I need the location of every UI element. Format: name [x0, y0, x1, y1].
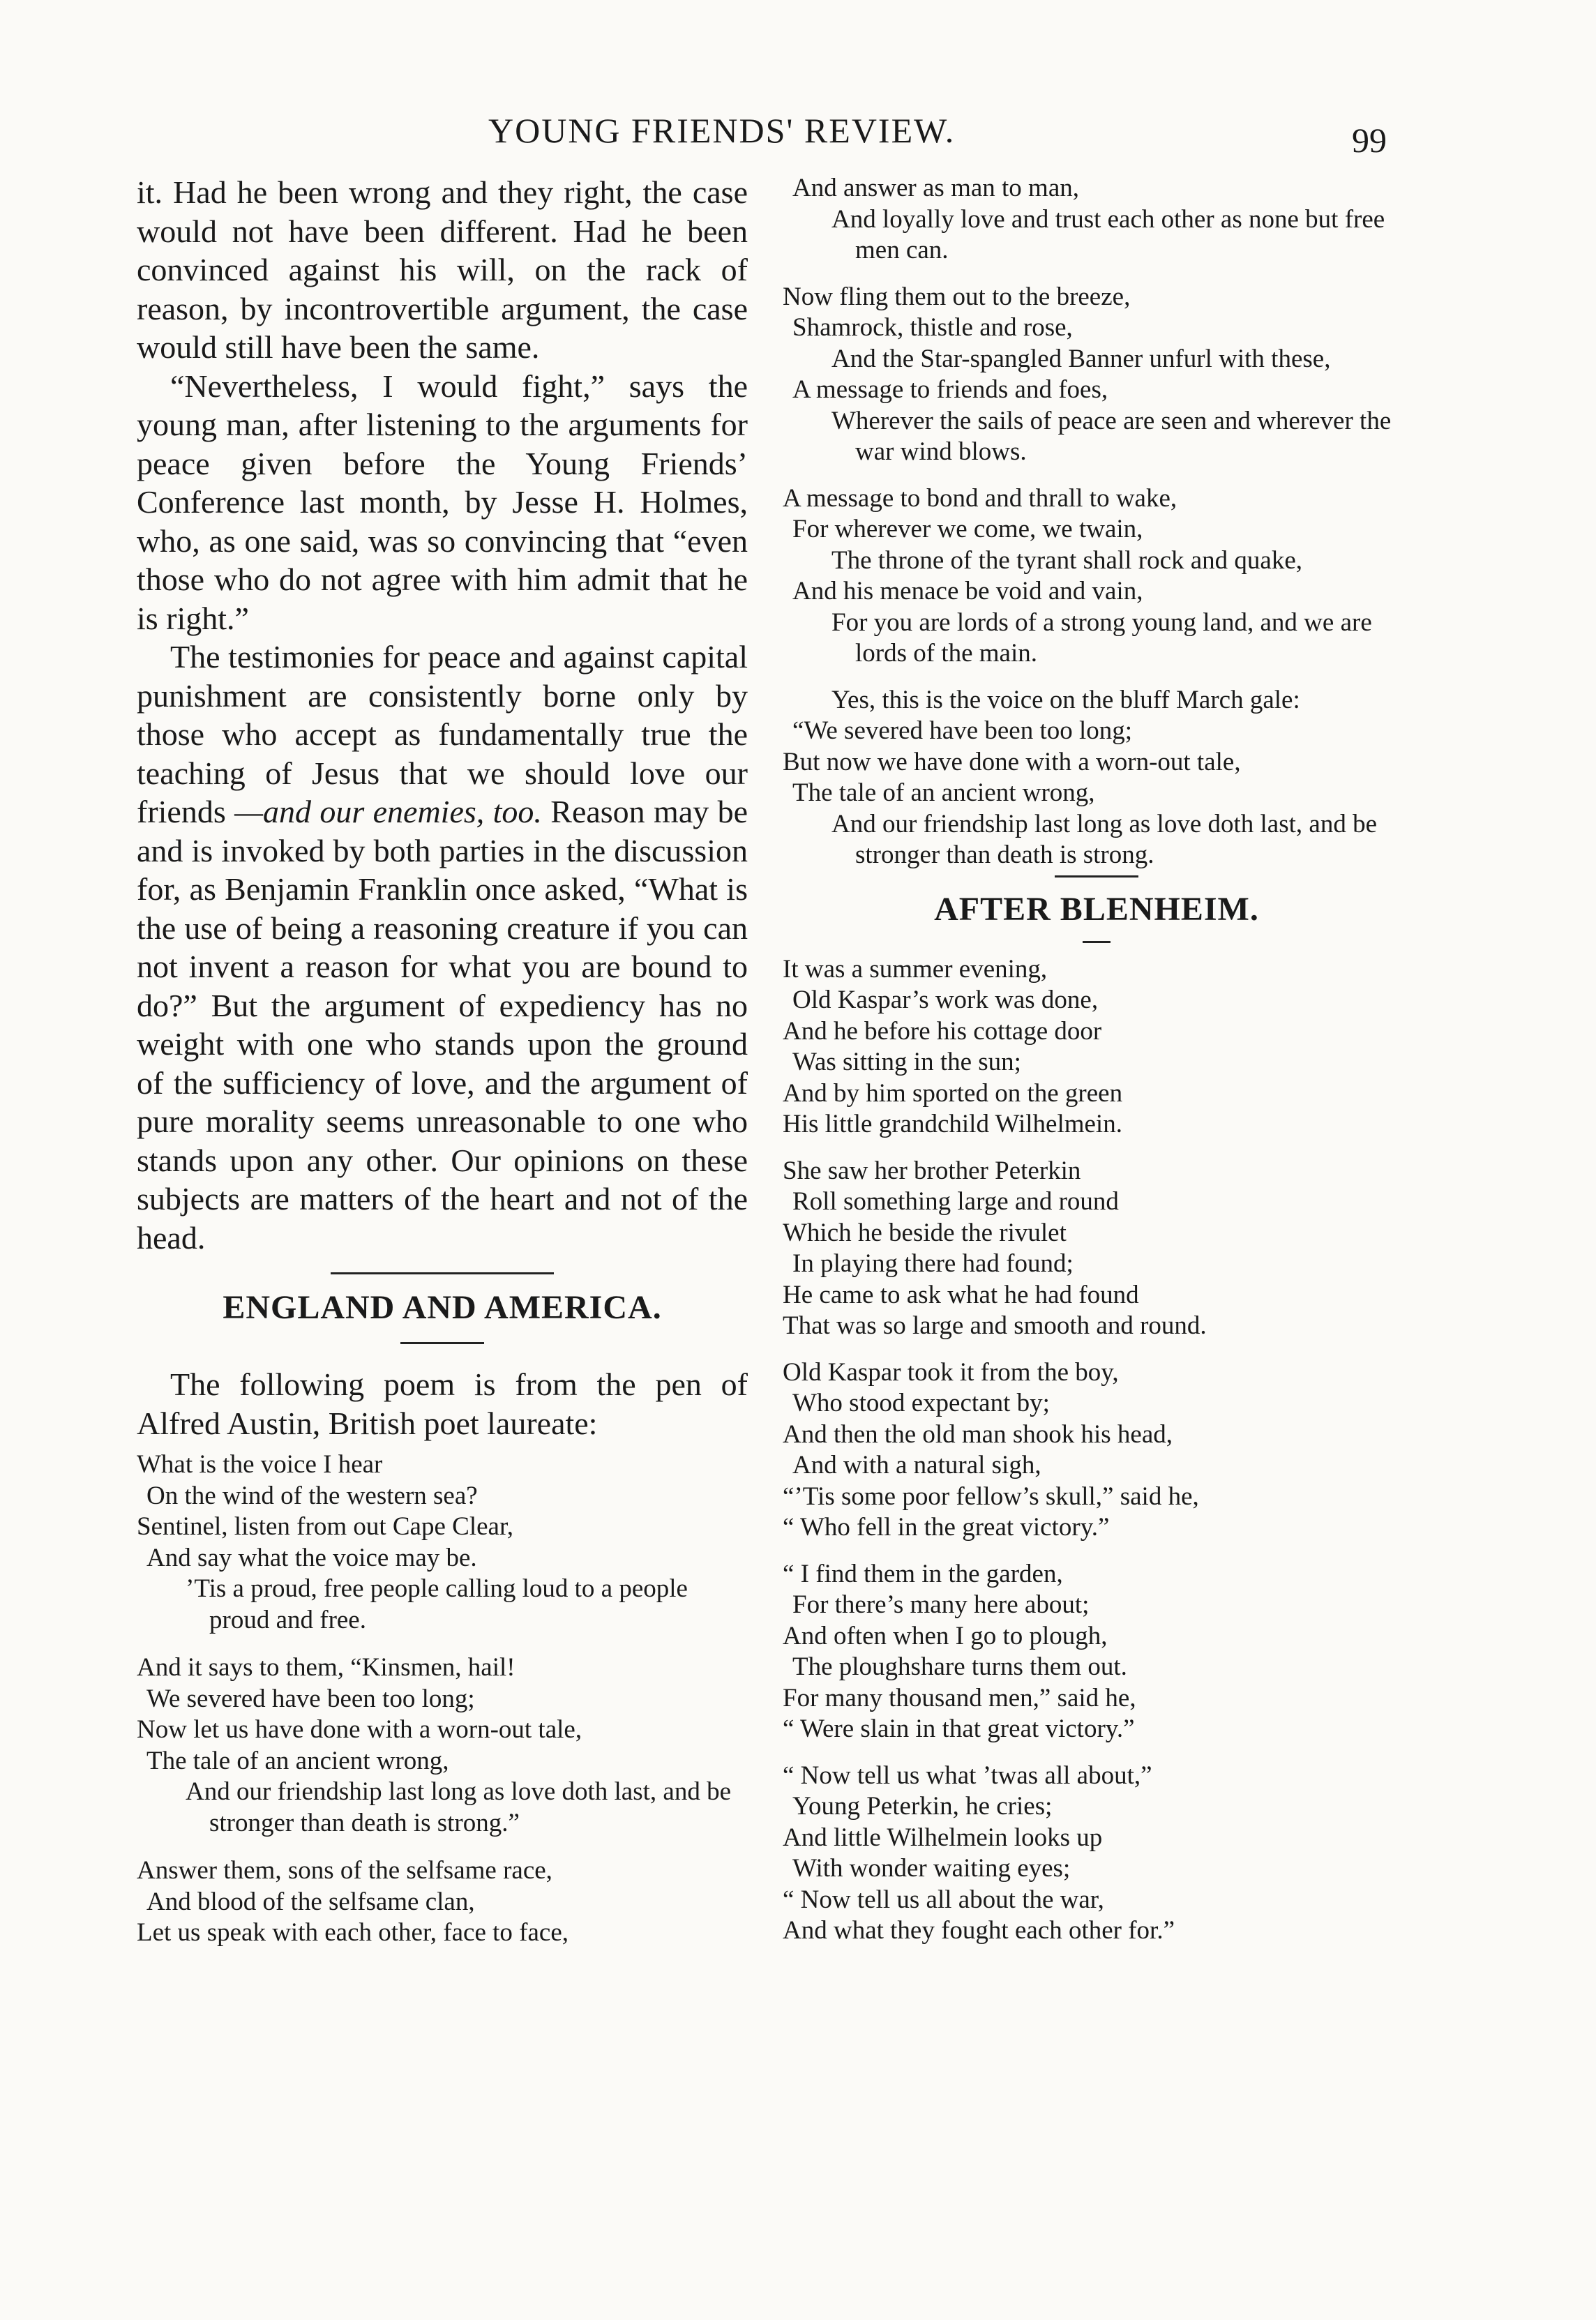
poem-line: For wherever we come, we twain, [792, 515, 1143, 543]
section-rule [331, 1272, 554, 1274]
poem-line: Roll something large and round [792, 1187, 1119, 1216]
poem-line: With wonder waiting eyes; [792, 1854, 1071, 1883]
poem-line: Was sitting in the sun; [792, 1048, 1021, 1076]
poem-line: She saw her brother Peterkin [783, 1156, 1081, 1185]
right-column [783, 173, 1410, 1947]
poem-line: He came to ask what he had found [783, 1280, 1139, 1309]
poem-line: Old Kaspar took it from the boy, [783, 1357, 1119, 1387]
stanza [783, 685, 1410, 871]
poem-line: And blood of the selfsame clan, [146, 1887, 475, 1916]
poem-line: On the wind of the western sea? [146, 1481, 478, 1510]
poem-line: The tale of an ancient wrong, [792, 778, 1095, 807]
poem-line: “ Now tell us all about the war, [783, 1885, 1104, 1914]
stanza [783, 1357, 1410, 1544]
poem-line: Old Kaspar’s work was done, [792, 986, 1099, 1014]
poem-line: Let us speak with each other, face to face, [137, 1918, 569, 1947]
poem-line: And it says to them, “Kinsmen, hail! [137, 1653, 515, 1682]
heading-england-and-america: ENGLAND AND AMERICA. [223, 1289, 662, 1326]
stanza [783, 1156, 1410, 1342]
poem-line: And he before his cottage door [783, 1016, 1102, 1046]
poem-line: And answer as man to man, [792, 174, 1080, 202]
poem-line: And what they fought each other for.” [783, 1916, 1175, 1945]
section-rule [1055, 875, 1138, 877]
paragraph-text: Reason may be and is invoked by both parties in the discussion for, as Benjamin Franklin once asked, “What is the use of being a reasoning creature if you can not invent a reason for what you are bound to do?” But the argument of expediency has no weight with one who stands upon the ground of the sufficiency of love, and the argument of pure morality seems unreasonable to one who stands upon any other. Our opinions on these subjects are matters of the heart and not of the head. [137, 794, 748, 1256]
stanza [783, 1559, 1410, 1745]
poem-line: “ Were slain in that great victory.” [783, 1715, 1135, 1743]
poem-line: A message to friends and foes, [792, 375, 1108, 404]
poem-line: And often when I go to plough, [783, 1621, 1108, 1650]
running-header [0, 105, 1596, 160]
italic-phrase: —and our enemies, too. [234, 794, 542, 829]
poem-line: The tale of an ancient wrong, [146, 1746, 449, 1775]
poem-line: Now let us have done with a worn-out tale, [137, 1715, 582, 1744]
left-column [137, 173, 748, 1949]
poem-intro: The following poem is from the pen of Alfred Austin, British poet laureate: [137, 1366, 748, 1441]
page-number: 99 [1352, 121, 1387, 160]
poem-line: Wherever the sails of peace are seen and wherever the war wind blows. [831, 406, 1392, 466]
poem-line: We severed have been too long; [146, 1684, 475, 1713]
stanza [137, 1855, 748, 1949]
poem-line: ’Tis a proud, free people calling loud to a people proud and free. [186, 1574, 688, 1634]
poem-line: For many thousand men,” said he, [783, 1683, 1136, 1712]
stanza [783, 1761, 1410, 1947]
poem-line: And his menace be void and vain, [792, 577, 1143, 605]
paragraph-text: The testimonies for peace and against capital punishment are consistently borne only by those who accept as fundamentally true the teaching of Jesus that we should love our friends [137, 639, 748, 829]
heading-rule [400, 1342, 484, 1344]
poem-line: “ Who fell in the great victory.” [783, 1513, 1110, 1542]
poem-line: What is the voice I hear [137, 1450, 383, 1479]
poem-line: And then the old man shook his head, [783, 1419, 1173, 1449]
paragraph-continued: it. Had he been wrong and they right, the case would not have been different. Had he been convinced against his will, on the rack of reason, by incontrovertible argument, the case would still have been the same. [137, 174, 748, 365]
poem-line: The ploughshare turns them out. [792, 1652, 1127, 1681]
poem-line: Who stood expectant by; [792, 1389, 1050, 1417]
poem-line: And with a natural sigh, [792, 1451, 1041, 1479]
poem-line: Young Peterkin, he cries; [792, 1792, 1053, 1821]
poem-line: And our friendship last long as love doth last, and be stronger than death is strong.” [186, 1777, 732, 1837]
poem-line: Sentinel, listen from out Cape Clear, [137, 1512, 514, 1541]
stanza [783, 282, 1410, 468]
poem-line: Answer them, sons of the selfsame race, [137, 1856, 552, 1885]
poem-line: The throne of the tyrant shall rock and quake, [831, 545, 1303, 575]
journal-title: YOUNG FRIENDS' REVIEW. [488, 111, 956, 150]
poem-line: And say what the voice may be. [146, 1543, 477, 1572]
poem-line: It was a summer evening, [783, 954, 1048, 984]
poem-line: Now fling them out to the breeze, [783, 282, 1131, 311]
poem-line: His little grandchild Wilhelmein. [783, 1110, 1122, 1138]
poem-line: And the Star-spangled Banner unfurl with these, [831, 344, 1331, 373]
poem-line: In playing there had found; [792, 1249, 1074, 1278]
poem-line: “ I find them in the garden, [783, 1559, 1063, 1588]
stanza [783, 483, 1410, 670]
poem-line: For you are lords of a strong young land, and we are lords of the main. [831, 608, 1372, 668]
poem-line: Shamrock, thistle and rose, [792, 313, 1073, 342]
paragraph-nevertheless: “Nevertheless, I would fight,” says the young man, after listening to the arguments for peace given before the Young Friends’ Conference last month, by Jesse H. Holmes, who, as one said, was so convincing that “even those who do not agree with him admit that he is right.” [137, 368, 748, 636]
poem-line: “We severed have been too long; [792, 716, 1133, 745]
poem-line: And little Wilhelmein looks up [783, 1823, 1103, 1852]
poem-line: “ Now tell us what ’twas all about,” [783, 1761, 1152, 1790]
poem-line: “’Tis some poor fellow’s skull,” said he, [783, 1482, 1199, 1511]
stanza [137, 1652, 748, 1839]
stanza [137, 1449, 748, 1636]
poem-line: Which he beside the rivulet [783, 1218, 1067, 1247]
stanza [783, 173, 1410, 266]
poem-line: And loyally love and trust each other as none but free men can. [831, 204, 1385, 264]
heading-rule [1083, 941, 1111, 943]
paragraph-testimonies [137, 638, 748, 1257]
poem-line: But now we have done with a worn-out tale, [783, 747, 1241, 776]
heading-after-blenheim: AFTER BLENHEIM. [934, 890, 1259, 928]
poem-line: And by him sported on the green [783, 1078, 1123, 1108]
poem-line: For there’s many here about; [792, 1590, 1090, 1619]
poem-line: And our friendship last long as love doth last, and be stronger than death is strong. [831, 809, 1378, 869]
stanza [783, 954, 1410, 1140]
poem-line: A message to bond and thrall to wake, [783, 483, 1177, 513]
poem-line: Yes, this is the voice on the bluff March gale: [831, 685, 1300, 714]
poem-line: That was so large and smooth and round. [783, 1311, 1207, 1340]
